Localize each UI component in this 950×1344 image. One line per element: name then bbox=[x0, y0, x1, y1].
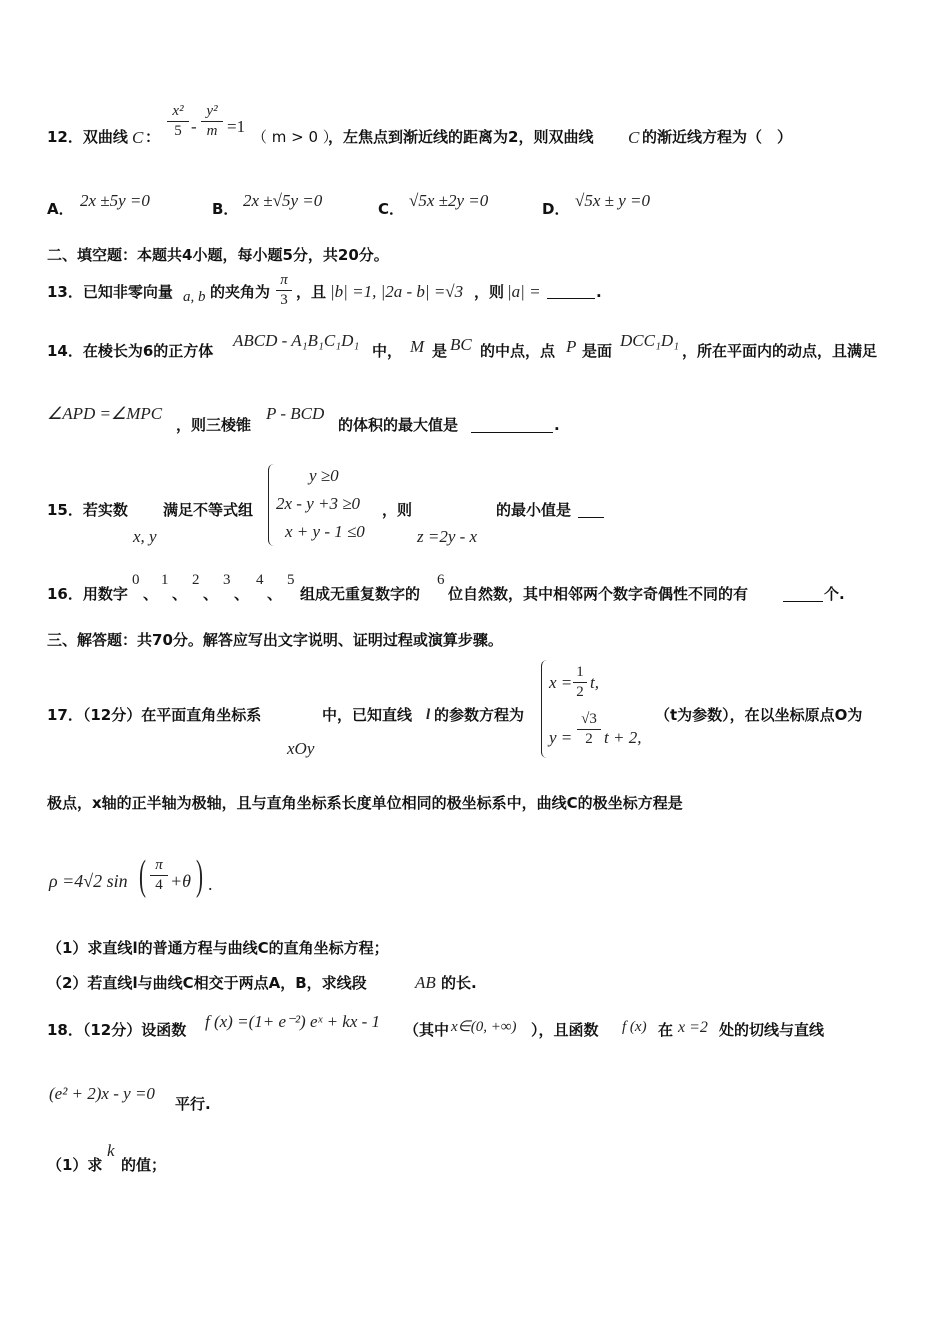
q14-t4: 是面 bbox=[582, 342, 613, 360]
q12-cond: （ m > 0 ） bbox=[252, 128, 338, 146]
q17-rho-post: +θ bbox=[170, 871, 191, 891]
q12-opt-d-expr: √5x ± y =0 bbox=[575, 191, 650, 210]
q16-sep-4: 、 bbox=[234, 585, 250, 603]
q18-domain: x∈(0, +∞) bbox=[451, 1019, 517, 1035]
q16-digit-1: 1 bbox=[161, 572, 169, 588]
q15-t2: ，则 bbox=[382, 501, 413, 519]
q17-lparen: ( bbox=[139, 853, 146, 899]
q13-text3: ，则 bbox=[474, 283, 505, 301]
q17-rho-pre: ρ =4√2 sin bbox=[49, 871, 128, 891]
q12-opt-a-label: A． bbox=[47, 200, 74, 218]
q15-t3: 的最小值是 bbox=[496, 501, 572, 519]
q17-rparen: ) bbox=[196, 853, 203, 899]
q17-eq1-frac: $\frac{1}{2}$ bbox=[573, 664, 587, 701]
q17-eq2-frac: $\frac{√3}{2}$ bbox=[577, 711, 601, 748]
q12-text2: ，左焦点到渐近线的距离为2，则双曲线 bbox=[328, 128, 594, 146]
q13-text2: ，且 bbox=[296, 283, 327, 301]
q16-t2: 位自然数，其中相邻两个数字奇偶性不同的有 bbox=[448, 585, 749, 603]
q14-cube: ABCD - A₁B₁C₁D₁ bbox=[233, 331, 360, 350]
q14-t1: 中， bbox=[372, 342, 403, 360]
q15-ineq-1: y ≥0 bbox=[309, 466, 339, 485]
q17-t1: 中，已知直线 bbox=[322, 706, 413, 724]
q13-text1: 的夹角为 bbox=[210, 283, 271, 301]
q16-sep-3: 、 bbox=[203, 585, 219, 603]
q18-t5: 平行. bbox=[175, 1095, 211, 1113]
q12-curve-c: C bbox=[132, 128, 144, 147]
q18-function: f (x) =(1+ e⁻²) eˣ + kx - 1 bbox=[205, 1012, 381, 1031]
q16-digit-4: 4 bbox=[256, 572, 264, 588]
q14-t7: 的体积的最大值是 bbox=[338, 416, 459, 434]
q15-t1: 满足不等式组 bbox=[163, 501, 254, 519]
q15-z: z =2y - x bbox=[417, 527, 478, 546]
q17-eq2-pre: y = bbox=[549, 728, 573, 747]
q18-t1: （其中 bbox=[404, 1021, 450, 1039]
q15-xy: x, y bbox=[133, 527, 157, 546]
q14-t2: 是 bbox=[432, 342, 448, 360]
q18-line: (e² + 2)x - y =0 bbox=[49, 1084, 155, 1103]
q12-opt-c-expr: √5x ±2y =0 bbox=[409, 191, 489, 210]
q17-rho-frac: $\frac{\pi}{4}$ bbox=[150, 857, 168, 894]
q15-answer-blank[interactable] bbox=[578, 517, 604, 518]
q14-t3: 的中点，点 bbox=[480, 342, 556, 360]
q18-label: 18．（12分）设函数 bbox=[47, 1021, 187, 1039]
q16-digit-2: 2 bbox=[192, 572, 200, 588]
q17-eq1-pre: x = bbox=[549, 673, 573, 692]
q14-angle: ∠APD =∠MPC bbox=[47, 404, 163, 423]
q13-expr2: |a| = bbox=[507, 282, 541, 301]
q17-label: 17．（12分）在平面直角坐标系 bbox=[47, 706, 262, 724]
q16-sep-2: 、 bbox=[172, 585, 188, 603]
q16-t1: 组成无重复数字的 bbox=[300, 585, 421, 603]
q13-angle-frac: $\frac{\pi}{3}$ bbox=[276, 272, 292, 309]
q16-six: 6 bbox=[437, 572, 445, 588]
q17-eq1-post: t, bbox=[590, 673, 599, 692]
q18-sub1-b: 的值； bbox=[121, 1156, 167, 1174]
q13-ab: a, b bbox=[183, 289, 206, 305]
q15-system-brace bbox=[268, 464, 275, 546]
q17-xoy: xOy bbox=[287, 739, 315, 758]
q14-face: DCC₁D₁ bbox=[620, 331, 680, 350]
q12-opt-b-label: B． bbox=[212, 200, 239, 218]
q17-line2: 极点，x轴的正半轴为极轴，且与直角坐标系长度单位相同的极坐标系中，曲线C的极坐标方程是 bbox=[47, 794, 683, 812]
q18-k: k bbox=[107, 1141, 115, 1160]
q16-digit-0: 0 bbox=[132, 572, 140, 588]
q14-bc: BC bbox=[450, 335, 472, 354]
q18-fx: f (x) bbox=[622, 1019, 647, 1035]
q12-opt-d-label: D． bbox=[542, 200, 570, 218]
q16-digit-3: 3 bbox=[223, 572, 231, 588]
q18-sub1-a: （1）求 bbox=[47, 1156, 103, 1174]
q17-t2: 的参数方程为 bbox=[434, 706, 525, 724]
q13-answer-blank[interactable] bbox=[547, 298, 595, 299]
q14-m: M bbox=[410, 337, 425, 356]
q16-sep-5: 、 bbox=[267, 585, 283, 603]
q17-t3: （t为参数），在以坐标原点O为 bbox=[655, 706, 863, 724]
q15-label: 15．若实数 bbox=[47, 501, 128, 519]
q17-ab: AB bbox=[415, 973, 436, 992]
q12-minus: - bbox=[191, 117, 197, 136]
q17-sub1: （1）求直线l的普通方程与曲线C的直角坐标方程； bbox=[47, 939, 389, 957]
q12-opt-a-expr: 2x ±5y =0 bbox=[80, 191, 150, 210]
q14-t5: ，所在平面内的动点，且满足 bbox=[682, 342, 878, 360]
q12-opt-c-label: C． bbox=[378, 200, 405, 218]
q14-answer-blank[interactable] bbox=[471, 432, 553, 433]
q16-answer-blank[interactable] bbox=[783, 601, 823, 602]
q13-label: 13．已知非零向量 bbox=[47, 283, 173, 301]
q18-t3: 在 bbox=[658, 1021, 674, 1039]
q14-label: 14．在棱长为6的正方体 bbox=[47, 342, 214, 360]
q16-digit-5: 5 bbox=[287, 572, 295, 588]
q16-label: 16．用数字 bbox=[47, 585, 128, 603]
q13-end: . bbox=[596, 283, 602, 301]
q17-eq2-post: t + 2, bbox=[604, 728, 642, 747]
q16-end: 个. bbox=[824, 585, 845, 603]
q17-rho-end: . bbox=[208, 874, 213, 894]
q14-pyramid: P - BCD bbox=[266, 404, 325, 423]
q15-ineq-2: 2x - y +3 ≥0 bbox=[276, 494, 361, 513]
q15-ineq-3: x + y - 1 ≤0 bbox=[285, 522, 365, 541]
q17-param-brace bbox=[541, 660, 548, 758]
q16-sep-1: 、 bbox=[143, 585, 159, 603]
q12-label: 12．双曲线 bbox=[47, 128, 128, 146]
q12-curve-c2: C bbox=[628, 128, 640, 147]
q12-frac-x: $\frac{\text{x²}}{5}$ bbox=[167, 103, 189, 140]
q17-sub2-a: （2）若直线l与曲线C相交于两点A，B，求线段 bbox=[47, 974, 367, 992]
section-3-heading: 三、解答题：共70分。解答应写出文字说明、证明过程或演算步骤。 bbox=[47, 631, 503, 649]
q17-sub2-b: 的长. bbox=[441, 974, 477, 992]
q14-p: P bbox=[566, 337, 577, 356]
q12-frac-y: $\frac{\text{y²}}{m}$ bbox=[201, 103, 223, 140]
q14-t6: ，则三棱锥 bbox=[176, 416, 252, 434]
q18-x2: x =2 bbox=[678, 1019, 708, 1036]
q18-t2: ），且函数 bbox=[531, 1021, 599, 1039]
q12-colon: ： bbox=[145, 128, 161, 146]
q14-end: . bbox=[554, 416, 560, 434]
q18-t4: 处的切线与直线 bbox=[719, 1021, 825, 1039]
q12-text3: 的渐近线方程为（ ） bbox=[642, 128, 793, 146]
q12-opt-b-expr: 2x ±√5y =0 bbox=[243, 191, 323, 210]
q12-eq1: =1 bbox=[227, 117, 246, 136]
q13-expr: |b| =1, |2a - b| =√3 bbox=[330, 282, 464, 301]
q17-line-l: l bbox=[426, 707, 431, 723]
section-2-heading: 二、填空题：本题共4小题，每小题5分，共20分。 bbox=[47, 246, 389, 264]
